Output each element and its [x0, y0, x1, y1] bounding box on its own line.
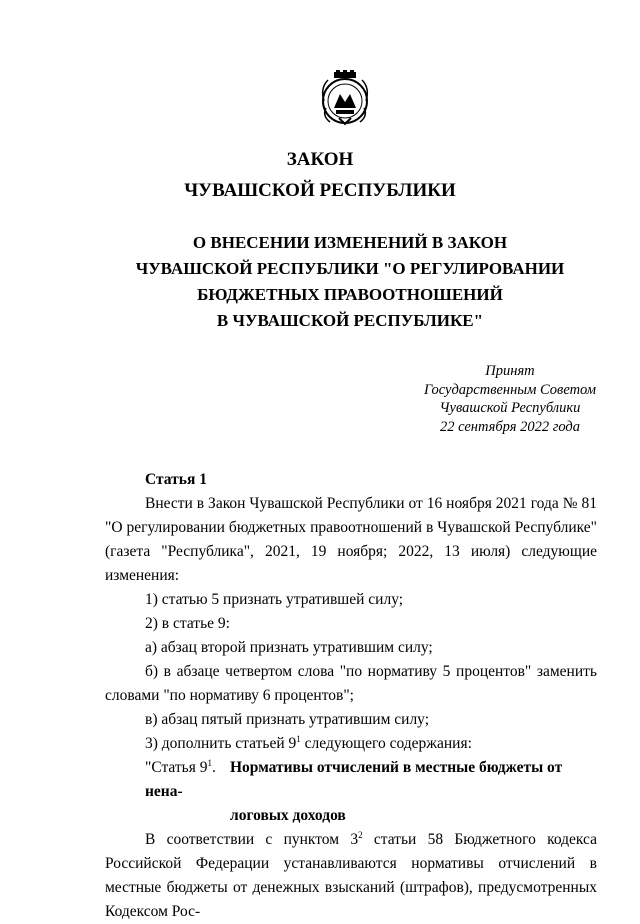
superscript: 2 [358, 829, 363, 840]
article-heading: Статья 1 [145, 471, 207, 488]
adoption-body: Государственным Советом [423, 381, 596, 398]
issuer-title: ЧУВАШСКОЙ РЕСПУБЛИКИ [184, 180, 456, 201]
document-type-title: ЗАКОН [286, 149, 354, 170]
list-item: б) в абзаце четвертом слова "по нормативу 5 процентов" заменить словами "по нормативу 6 процентов"; [105, 663, 597, 704]
adoption-date: 22 сентября 2022 года [439, 418, 580, 435]
new-article-label: "Статья $9^1$. [145, 757, 216, 776]
list-item [105, 732, 597, 756]
adoption-block [424, 362, 596, 436]
adoption-body-region: Чувашской Республики [439, 400, 581, 416]
new-article-heading [105, 756, 597, 828]
article-intro: Внести в Закон Чувашской Республики от 16 ноября 2021 года № 81 "О регулировании бюджетных правоотношений в Чувашской Республике" (газета "Республика", 2021, 19 ноября; 2022, 13 июля) следующие изменения: [105, 495, 597, 584]
subtitle-line: В ЧУВАШСКОЙ РЕСПУБЛИКЕ" [216, 311, 484, 330]
final-paragraph: В соответствии с пунктом $3^2$ статьи 58 Бюджетного кодекса Российской Федерации устанавливаются нормативы отчислений в местные бюджеты от денежных взысканий (штрафов), предусмотренных Кодексом Рос- [105, 829, 597, 920]
adoption-label: Принят [485, 363, 535, 379]
item-text: следующего содержания: [300, 735, 472, 752]
superscript: 1 [296, 733, 301, 744]
subtitle-line: ЧУВАШСКОЙ РЕСПУБЛИКИ "О РЕГУЛИРОВАНИИ [135, 259, 565, 278]
list-item: а) абзац второй признать утратившим силу; [145, 639, 433, 656]
document-body [105, 468, 597, 924]
item-text: 3) дополнить статьей 9 [145, 735, 297, 752]
subtitle-line: О ВНЕСЕНИИ ИЗМЕНЕНИЙ В ЗАКОН [192, 233, 508, 252]
law-subtitle [100, 230, 600, 334]
list-item: 2) в статье 9: [145, 615, 230, 632]
new-article-title: Нормативы отчислений в местные бюджеты от нена- [145, 759, 563, 800]
new-article-title-cont: логовых доходов [230, 807, 346, 824]
list-item: 1) статью 5 признать утратившей силу; [145, 591, 404, 608]
superscript: 1 [207, 757, 212, 768]
chuvash-coat-of-arms-icon [314, 68, 376, 130]
subtitle-line: БЮДЖЕТНЫХ ПРАВООТНОШЕНИЙ [197, 285, 503, 304]
list-item: в) абзац пятый признать утратившим силу; [145, 711, 430, 728]
